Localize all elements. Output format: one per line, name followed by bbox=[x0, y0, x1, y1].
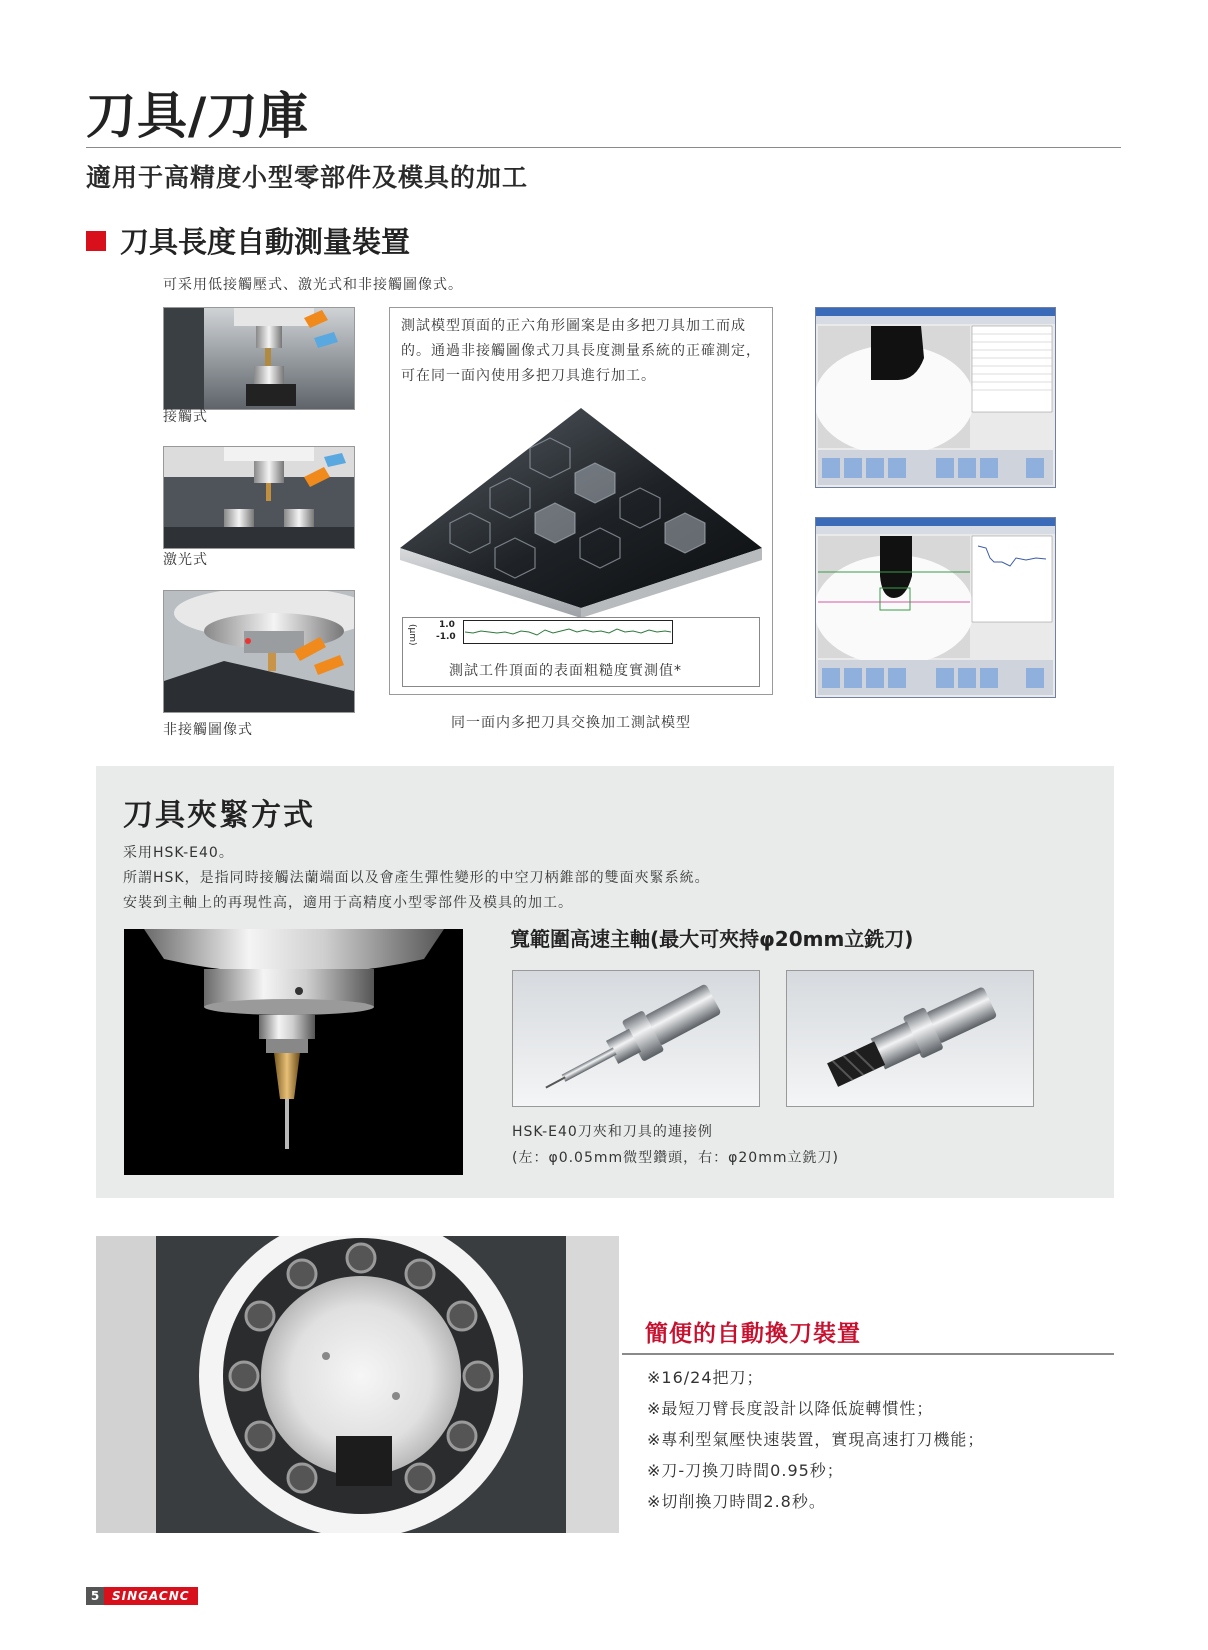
laser-caption: 激光式 bbox=[163, 552, 208, 568]
measure-heading-text: 刀具長度自動測量裝置 bbox=[120, 225, 411, 259]
image-sensor-image bbox=[164, 591, 354, 712]
image-caption: 非接觸圖像式 bbox=[163, 722, 253, 738]
test-model-description: 測試模型頂面的正六角形圖案是由多把刀具加工而成的。通過非接觸圖像式刀具長度測量系統的正確測定，可在同一面內使用多把刀具進行加工。 bbox=[401, 318, 761, 384]
page-title: 刀具/刀庫 bbox=[86, 87, 310, 145]
micro-drill-holder-image bbox=[513, 971, 759, 1106]
contact-caption: 接觸式 bbox=[163, 409, 208, 425]
clamp-heading: 刀具夾緊方式 bbox=[123, 798, 315, 833]
roughness-unit: (μm) bbox=[407, 624, 417, 646]
endmill-holder-photo bbox=[786, 970, 1034, 1107]
measure-intro: 可采用低接觸壓式、激光式和非接觸圖像式。 bbox=[163, 277, 463, 293]
clamp-line-2: 所謂HSK，是指同時接觸法蘭端面以及會產生彈性變形的中空刀柄錐部的雙面夾緊系統。 bbox=[123, 870, 710, 886]
software-screen-image-1 bbox=[816, 308, 1055, 487]
brand-logo: SINGACNC bbox=[104, 1587, 198, 1605]
roughness-bottom-tick: -1.0 bbox=[436, 632, 456, 642]
contact-sensor-photo bbox=[163, 307, 355, 410]
spindle-title: 寬範圍高速主軸(最大可夾持φ20mm立銑刀) bbox=[510, 927, 914, 951]
spindle-photo bbox=[124, 929, 463, 1175]
software-screen-image-2 bbox=[816, 518, 1055, 697]
page-subtitle: 適用于高精度小型零部件及模具的加工 bbox=[86, 163, 529, 192]
measure-heading bbox=[86, 220, 410, 261]
page-number: 5 bbox=[86, 1587, 104, 1605]
tool-magazine-image bbox=[96, 1236, 619, 1533]
clamp-line-3: 安裝到主軸上的再現性高，適用于高精度小型零部件及模具的加工。 bbox=[123, 895, 573, 911]
page-footer bbox=[86, 1587, 198, 1605]
laser-sensor-photo bbox=[163, 446, 355, 549]
spindle-image bbox=[124, 929, 463, 1175]
roughness-top-tick: 1.0 bbox=[439, 620, 455, 630]
test-model-caption: 同一面内多把刀具交換加工測試模型 bbox=[451, 715, 691, 731]
laser-sensor-image bbox=[164, 447, 354, 548]
atc-item-5: ※切削換刀時間2.8秒。 bbox=[647, 1492, 826, 1511]
hexagon-test-model-image bbox=[400, 408, 762, 618]
contact-sensor-image bbox=[164, 308, 354, 409]
test-model-box bbox=[389, 307, 773, 695]
red-square-icon bbox=[86, 231, 106, 251]
atc-item-3: ※專利型氣壓快速裝置，實現高速打刀機能； bbox=[647, 1430, 985, 1449]
roughness-chart-box bbox=[402, 617, 760, 687]
roughness-trace bbox=[463, 620, 673, 644]
hsk-caption-2: (左：φ0.05mm微型鑽頭，右：φ20mm立銑刀) bbox=[512, 1150, 839, 1166]
title-divider bbox=[86, 147, 1121, 148]
atc-item-1: ※16/24把刀； bbox=[647, 1368, 764, 1387]
micro-drill-holder-photo bbox=[512, 970, 760, 1107]
tool-magazine-photo bbox=[96, 1236, 619, 1533]
clamp-line-1: 采用HSK-E40。 bbox=[123, 845, 234, 861]
image-sensor-photo bbox=[163, 590, 355, 713]
atc-divider bbox=[622, 1353, 1114, 1355]
hsk-caption-1: HSK-E40刀夾和刀具的連接例 bbox=[512, 1124, 713, 1140]
atc-item-2: ※最短刀臂長度設計以降低旋轉慣性； bbox=[647, 1399, 934, 1418]
measure-software-screen-1 bbox=[815, 307, 1056, 488]
measure-software-screen-2 bbox=[815, 517, 1056, 698]
atc-item-4: ※刀-刀換刀時間0.95秒； bbox=[647, 1461, 844, 1480]
atc-heading: 簡便的自動換刀裝置 bbox=[645, 1321, 861, 1347]
endmill-holder-image bbox=[787, 971, 1033, 1106]
roughness-caption: 測試工件頂面的表面粗糙度實測值* bbox=[449, 663, 682, 679]
